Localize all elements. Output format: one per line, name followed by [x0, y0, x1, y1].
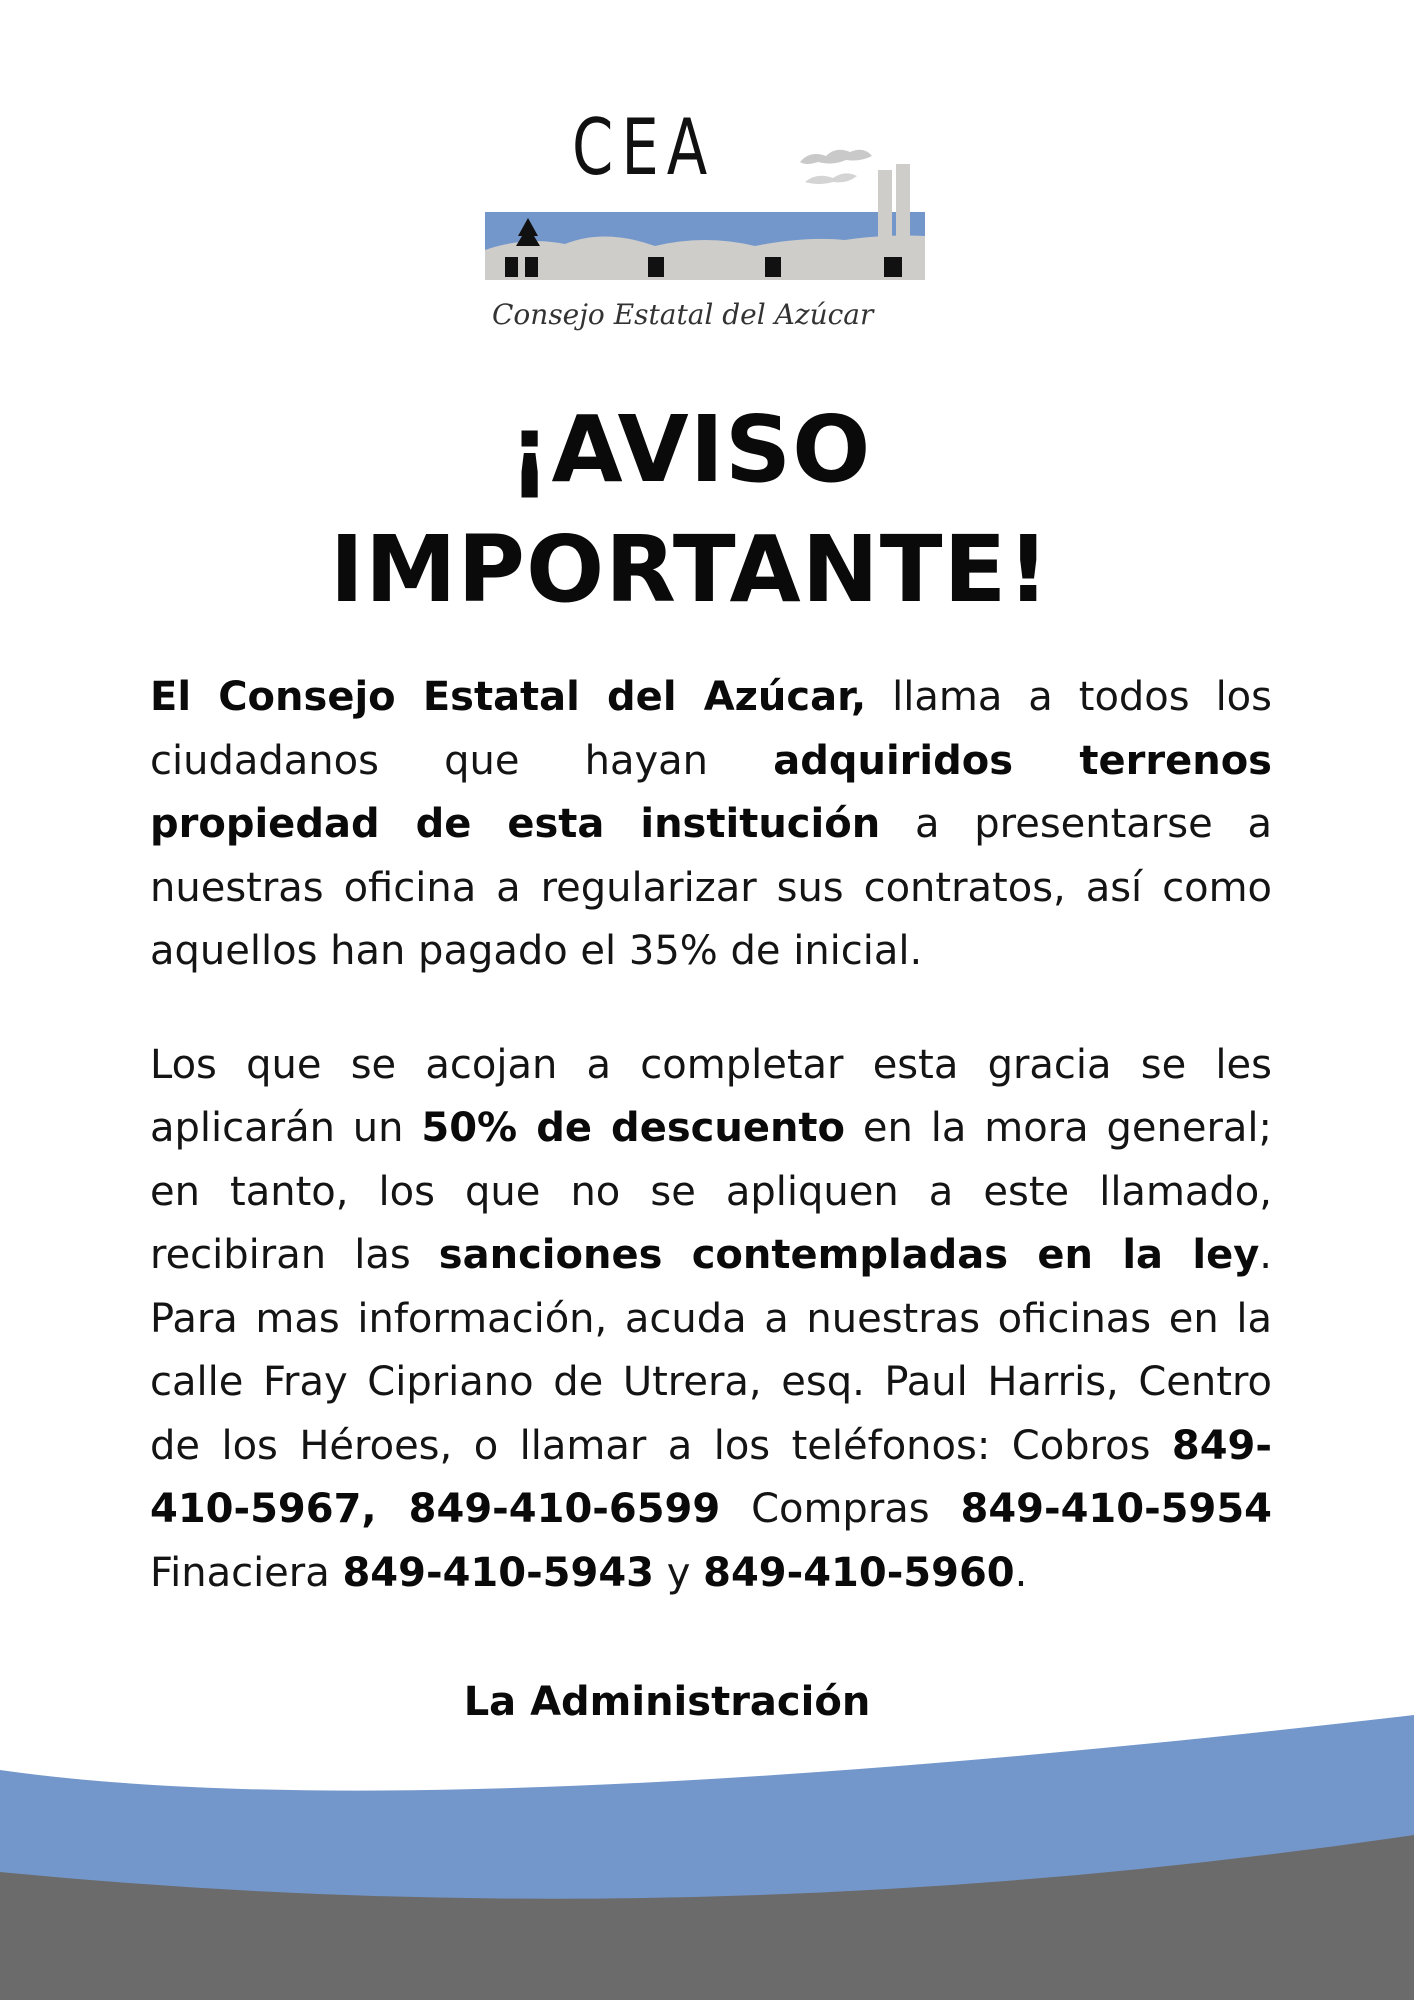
heading-line-1: ¡AVISO: [508, 396, 872, 503]
paragraph-2: Los que se acojan a completar esta gracia se les aplicarán un 50% de descuento en la mora general; en tanto, los que no se apliquen a este llamado, recibiran las sanciones contempladas en la ley. Para mas información, acuda a nuestras oficinas en la calle Fray Cipriano de Utrera, esq. Paul Harris, Centro de los Héroes, o llamar a los teléfonos: Cobros 849-410-5967, 849-410-6599 Compras 849-410-5954 Finaciera 849-410-5943 y 849-410-5960.: [150, 1041, 1273, 1596]
discount-phrase: 50% de descuento: [421, 1105, 846, 1151]
signature: La Administración: [463, 1679, 871, 1725]
paragraph-1: El Consejo Estatal del Azúcar, llama a todos los ciudadanos que hayan adquiridos terrenos propiedad de esta institución a presentarse a nuestras oficina a regularizar sus contratos, así como aquellos han pagado el 35% de inicial.: [150, 674, 1272, 974]
phone-financiera-2: 849-410-5960: [703, 1549, 1015, 1596]
logo-caption: Consejo Estatal del Azúcar: [492, 298, 874, 331]
heading-line-2: IMPORTANTE!: [329, 516, 1051, 623]
land-ownership-phrase: adquiridos terrenos propiedad de esta institución: [150, 737, 1272, 847]
notice-heading: [0, 390, 1380, 630]
phone-financiera: 849-410-5943: [342, 1549, 654, 1596]
sanctions-phrase: sanciones contempladas en la ley: [438, 1232, 1260, 1278]
phone-compras: 849-410-5954: [960, 1486, 1273, 1532]
cea-logo: [480, 90, 940, 350]
institution-name: El Consejo Estatal del Azúcar,: [150, 674, 867, 720]
phone-cobros: 849-410-5967, 849-410-6599: [150, 1422, 1272, 1532]
notice-body: [150, 666, 1272, 1605]
footer-waves: [0, 1700, 1414, 2000]
logo-letters: CEA: [572, 103, 716, 194]
